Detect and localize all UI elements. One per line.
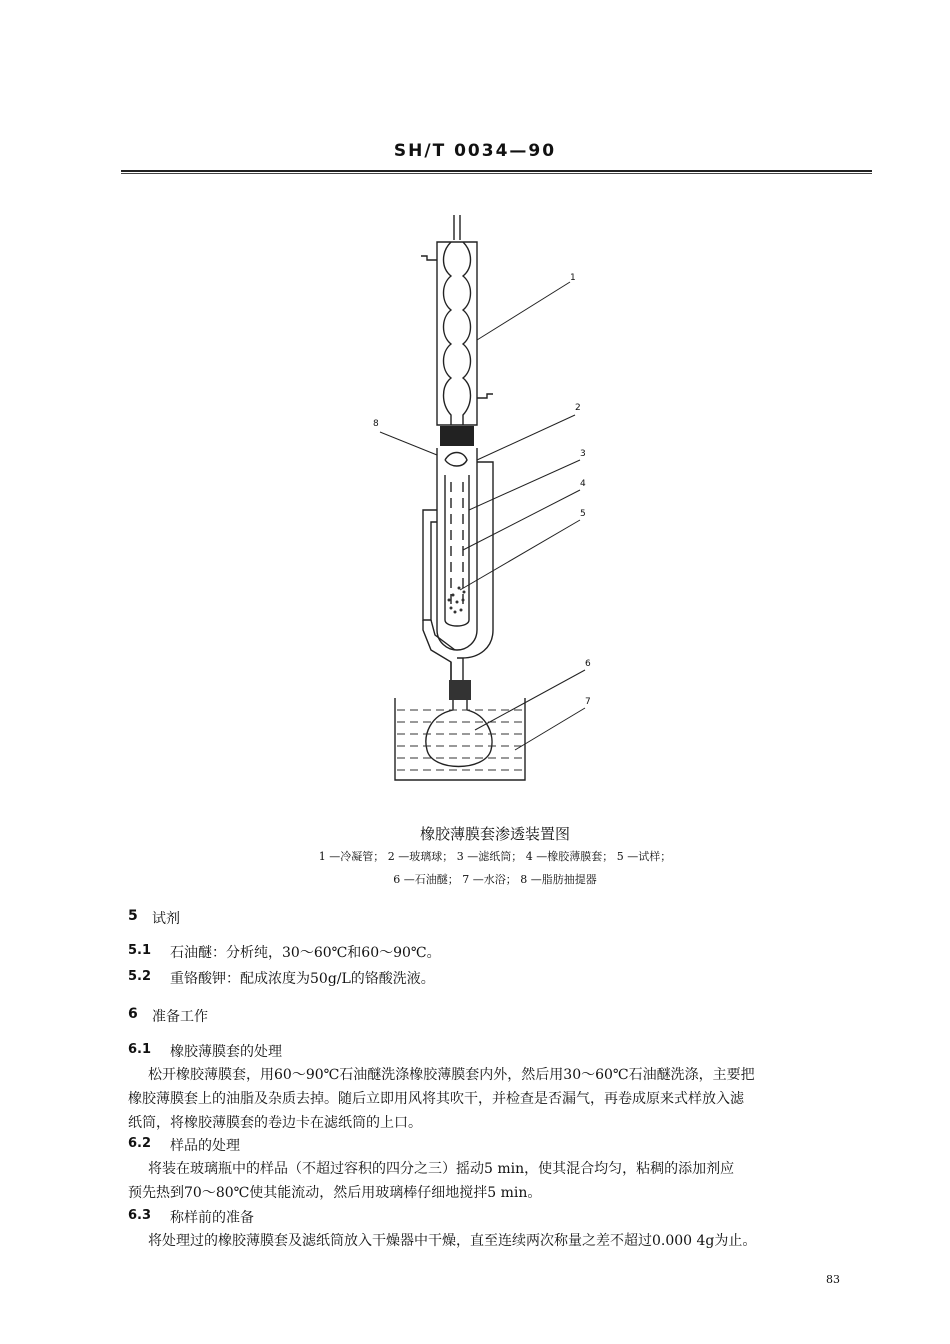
header-rule (121, 170, 872, 172)
item-5-1-number: 5.1 (128, 943, 152, 958)
item-5-2-number: 5.2 (128, 969, 152, 984)
section-5-title: 试剂 (152, 911, 180, 927)
item-6-2-number: 6.2 (128, 1136, 152, 1151)
item-6-3-number: 6.3 (128, 1208, 152, 1223)
section-5-number: 5 (128, 908, 138, 924)
figure-caption: 橡胶薄膜套渗透装置图 (419, 825, 570, 843)
item-6-1-line3: 纸筒，将橡胶薄膜套的卷边卡在滤纸筒的上口。 (128, 1115, 422, 1131)
item-6-1-line2: 橡胶薄膜套上的油脂及杂质去掉。随后立即用风将其吹干，并检查是否漏气，再卷成原来式样放入滤 (128, 1091, 744, 1107)
label-1: 1 (570, 273, 576, 283)
section-6-number: 6 (128, 1006, 138, 1022)
label-8: 8 (373, 419, 379, 429)
label-2: 2 (575, 403, 581, 413)
page-number: 83 (826, 1273, 840, 1286)
label-4: 4 (580, 479, 586, 489)
label-6: 6 (585, 659, 591, 669)
header-rule-thin (121, 173, 872, 174)
item-6-1-number: 6.1 (128, 1042, 152, 1057)
section-6-title: 准备工作 (152, 1009, 208, 1025)
item-6-2-line2: 预先热到70～80℃使其能流动，然后用玻璃棒仔细地搅拌5 min。 (128, 1185, 542, 1201)
label-3: 3 (580, 449, 586, 459)
item-5-2-text: 重铬酸钾：配成浓度为50g/L的铬酸洗液。 (170, 971, 435, 987)
figure-legend-line2: 6 —石油醚； 7 —水浴； 8 —脂肪抽提器 (393, 873, 597, 886)
item-6-3-title: 称样前的准备 (170, 1210, 254, 1226)
item-6-1-title: 橡胶薄膜套的处理 (170, 1044, 282, 1060)
label-7: 7 (585, 697, 591, 707)
standard-code: SH/T 0034—90 (393, 141, 557, 161)
item-6-2-title: 样品的处理 (170, 1138, 240, 1154)
item-6-3-line1: 将处理过的橡胶薄膜套及滤纸筒放入干燥器中干燥，直至连续两次称量之差不超过0.000 4g为止。 (148, 1233, 757, 1249)
item-6-2-line1: 将装在玻璃瓶中的样品（不超过容积的四分之三）摇动5 min，使其混合均匀，粘稠的添加剂应 (148, 1161, 735, 1177)
item-5-1-text: 石油醚：分析纯，30～60℃和60～90℃。 (170, 945, 441, 961)
figure-legend-line1: 1 —冷凝管； 2 —玻璃球； 3 —滤纸筒； 4 —橡胶薄膜套； 5 —试样； (318, 850, 672, 863)
label-5: 5 (580, 509, 586, 519)
item-6-1-line1: 松开橡胶薄膜套，用60～90℃石油醚洗涤橡胶薄膜套内外，然后用30～60℃石油醚洗涤，主要把 (148, 1067, 755, 1083)
apparatus-figure (365, 210, 605, 800)
